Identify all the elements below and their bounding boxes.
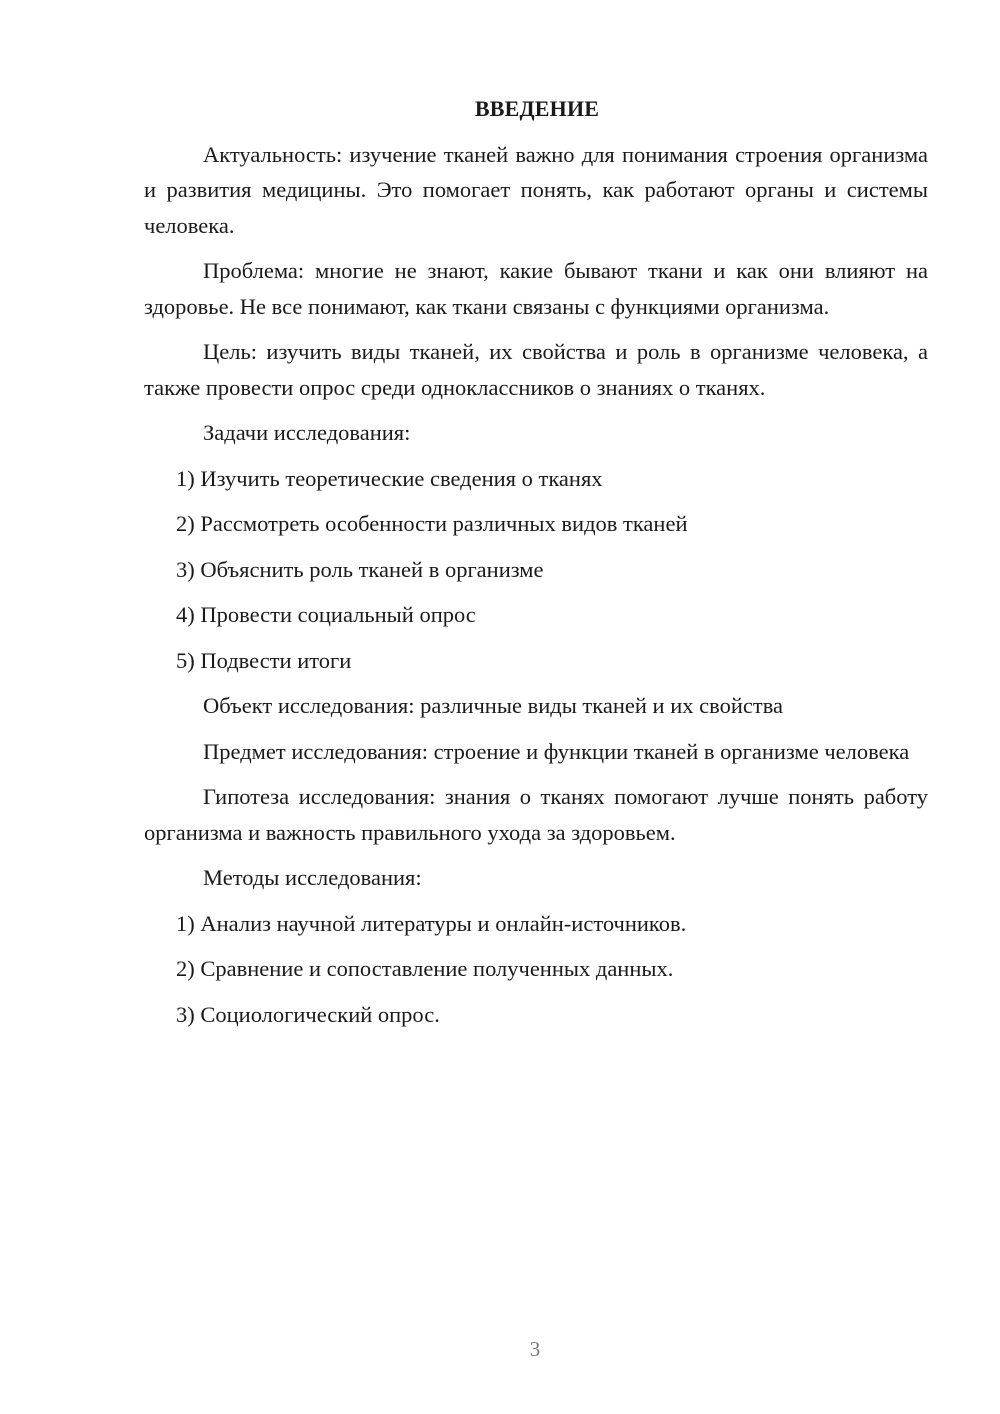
object-paragraph: Объект исследования: различные виды тканей и их свойства <box>203 693 784 718</box>
method-item: 1) Анализ научной литературы и онлайн-источников. <box>176 910 687 936</box>
document-page <box>144 91 928 1042</box>
tasks-heading: Задачи исследования: <box>203 420 411 445</box>
subject-paragraph: Предмет исследования: строение и функции тканей в организме человека <box>203 738 910 764</box>
section-title: ВВЕДЕНИЕ <box>474 96 600 121</box>
method-item: 3) Социологический опрос. <box>176 1001 440 1027</box>
task-item: 2) Рассмотреть особенности различных видов тканей <box>176 511 688 536</box>
relevance-paragraph: Актуальность: изучение тканей важно для понимания строения организма и развития медицины. Это помогает понять, как работают органы и системы человека. <box>144 141 928 238</box>
hypothesis-paragraph: Гипотеза исследования: знания о тканях помогают лучше понять работу организма и важность правильного ухода за здоровьем. <box>144 784 928 845</box>
method-item: 2) Сравнение и сопоставление полученных данных. <box>176 956 674 981</box>
methods-heading: Методы исследования: <box>203 865 422 890</box>
problem-paragraph: Проблема: многие не знают, какие бывают ткани и как они влияют на здоровье. Не все понимают, как ткани связаны с функциями организма. <box>144 258 928 319</box>
task-item: 4) Провести социальный опрос <box>176 602 476 627</box>
task-item: 1) Изучить теоретические сведения о тканях <box>176 465 603 491</box>
task-item: 3) Объяснить роль тканей в организме <box>176 556 544 582</box>
page-number: 3 <box>529 1337 541 1361</box>
goal-paragraph: Цель: изучить виды тканей, их свойства и роль в организме человека, а также провести опрос среди одноклассников о знаниях о тканях. <box>144 339 928 400</box>
task-item: 5) Подвести итоги <box>176 647 352 673</box>
